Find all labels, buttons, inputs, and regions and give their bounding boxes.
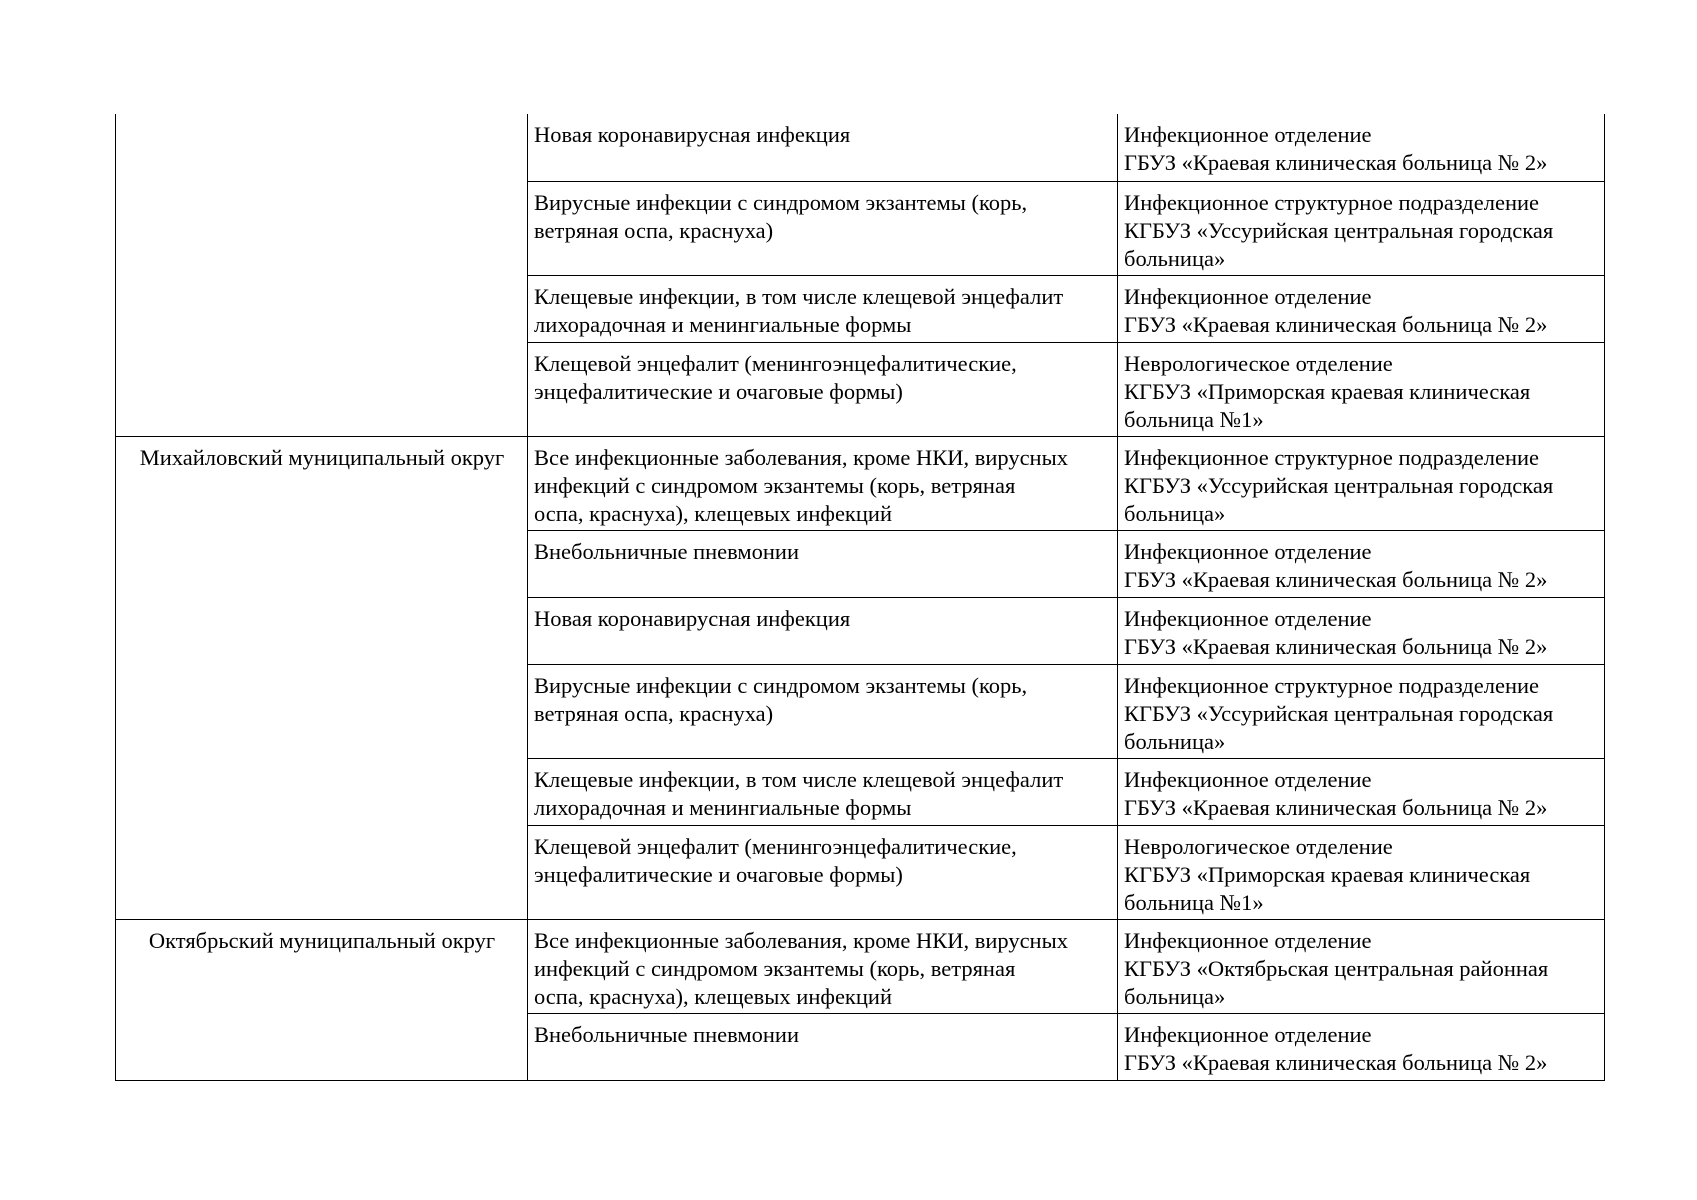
disease-cell (528, 825, 1118, 919)
facility-cell (1118, 114, 1605, 181)
disease-text-line: инфекций с синдромом экзантемы (корь, ветряная (534, 955, 1016, 981)
facility-text-line: ГБУЗ «Краевая клиническая больница № 2» (1124, 566, 1548, 592)
routing-table-body (116, 114, 1605, 1080)
facility-cell (1118, 664, 1605, 758)
facility-cell (1118, 825, 1605, 919)
facility-text-line: Инфекционное отделение (1124, 766, 1372, 792)
facility-text-line: больница» (1124, 983, 1226, 1009)
district-cell (116, 114, 528, 436)
facility-cell (1118, 181, 1605, 275)
facility-text-line: больница» (1124, 245, 1226, 271)
facility-text-line: Инфекционное отделение (1124, 538, 1372, 564)
disease-text-line: Клещевой энцефалит (менингоэнцефалитические, (534, 833, 1017, 859)
facility-text-line: ГБУЗ «Краевая клиническая больница № 2» (1124, 633, 1548, 659)
facility-cell (1118, 758, 1605, 825)
table-row (116, 114, 1605, 181)
district-cell: Михайловский муниципальный округ (116, 436, 528, 919)
facility-cell (1118, 1013, 1605, 1080)
facility-cell (1118, 530, 1605, 597)
disease-cell (528, 275, 1118, 342)
facility-text-line: ГБУЗ «Краевая клиническая больница № 2» (1124, 150, 1548, 175)
facility-text-line: больница №1» (1124, 406, 1264, 432)
disease-text-line: Клещевые инфекции, в том числе клещевой энцефалит (534, 283, 1064, 309)
table-row (116, 919, 1605, 1013)
disease-cell (528, 436, 1118, 530)
facility-cell (1118, 342, 1605, 436)
facility-text-line: Неврологическое отделение (1124, 833, 1393, 859)
disease-cell (528, 758, 1118, 825)
facility-text-line: Неврологическое отделение (1124, 350, 1393, 376)
facility-text-line: Инфекционное отделение (1124, 1021, 1372, 1047)
disease-text-line: энцефалитические и очаговые формы) (534, 861, 903, 887)
facility-text-line: больница» (1124, 728, 1226, 754)
hospital-routing-table (115, 114, 1605, 1081)
disease-text-line: энцефалитические и очаговые формы) (534, 378, 903, 404)
facility-text-line: ГБУЗ «Краевая клиническая больница № 2» (1124, 311, 1548, 337)
disease-text-line: лихорадочная и менингиальные формы (534, 794, 912, 820)
disease-cell (528, 114, 1118, 181)
disease-text-line: Вирусные инфекции с синдромом экзантемы (корь, (534, 672, 1028, 698)
facility-text-line: КГБУЗ «Октябрьская центральная районная (1124, 955, 1549, 981)
disease-text-line: Клещевые инфекции, в том числе клещевой энцефалит (534, 766, 1064, 792)
district-cell: Октябрьский муниципальный округ (116, 919, 528, 1080)
disease-text-line: Клещевой энцефалит (менингоэнцефалитические, (534, 350, 1017, 376)
facility-text-line: ГБУЗ «Краевая клиническая больница № 2» (1124, 794, 1548, 820)
facility-text-line: КГБУЗ «Приморская краевая клиническая (1124, 378, 1531, 404)
facility-text-line: больница» (1124, 500, 1226, 526)
disease-text-line: ветряная оспа, краснуха) (534, 700, 774, 726)
facility-text-line: Инфекционное отделение (1124, 605, 1372, 631)
disease-cell (528, 530, 1118, 597)
disease-cell (528, 181, 1118, 275)
disease-text-line: Все инфекционные заболевания, кроме НКИ, вирусных (534, 927, 1068, 953)
disease-cell (528, 664, 1118, 758)
facility-text-line: Инфекционное структурное подразделение (1124, 672, 1540, 698)
disease-text-line: Все инфекционные заболевания, кроме НКИ, вирусных (534, 444, 1068, 470)
facility-cell (1118, 597, 1605, 664)
facility-text-line: КГБУЗ «Уссурийская центральная городская (1124, 217, 1554, 243)
disease-text-line: Новая коронавирусная инфекция (534, 605, 851, 631)
disease-text-line: лихорадочная и менингиальные формы (534, 311, 912, 337)
disease-text-line: оспа, краснуха), клещевых инфекций (534, 983, 892, 1009)
disease-cell (528, 342, 1118, 436)
facility-text-line: больница №1» (1124, 889, 1264, 915)
facility-text-line: ГБУЗ «Краевая клиническая больница № 2» (1124, 1049, 1548, 1075)
facility-text-line: Инфекционное отделение (1124, 122, 1372, 147)
disease-text-line: инфекций с синдромом экзантемы (корь, ветряная (534, 472, 1016, 498)
facility-text-line: КГБУЗ «Уссурийская центральная городская (1124, 472, 1554, 498)
disease-text-line: ветряная оспа, краснуха) (534, 217, 774, 243)
facility-text-line: КГБУЗ «Уссурийская центральная городская (1124, 700, 1554, 726)
facility-cell (1118, 919, 1605, 1013)
disease-cell (528, 919, 1118, 1013)
disease-text-line: оспа, краснуха), клещевых инфекций (534, 500, 892, 526)
disease-text-line: Новая коронавирусная инфекция (534, 122, 851, 147)
disease-text-line: Вирусные инфекции с синдромом экзантемы (корь, (534, 189, 1028, 215)
table-row (116, 436, 1605, 530)
disease-cell (528, 597, 1118, 664)
disease-text-line: Внебольничные пневмонии (534, 538, 800, 564)
facility-text-line: Инфекционное структурное подразделение (1124, 444, 1540, 470)
facility-text-line: КГБУЗ «Приморская краевая клиническая (1124, 861, 1531, 887)
disease-text-line: Внебольничные пневмонии (534, 1021, 800, 1047)
facility-text-line: Инфекционное отделение (1124, 927, 1372, 953)
facility-text-line: Инфекционное отделение (1124, 283, 1372, 309)
disease-cell (528, 1013, 1118, 1080)
facility-text-line: Инфекционное структурное подразделение (1124, 189, 1540, 215)
facility-cell (1118, 436, 1605, 530)
facility-cell (1118, 275, 1605, 342)
